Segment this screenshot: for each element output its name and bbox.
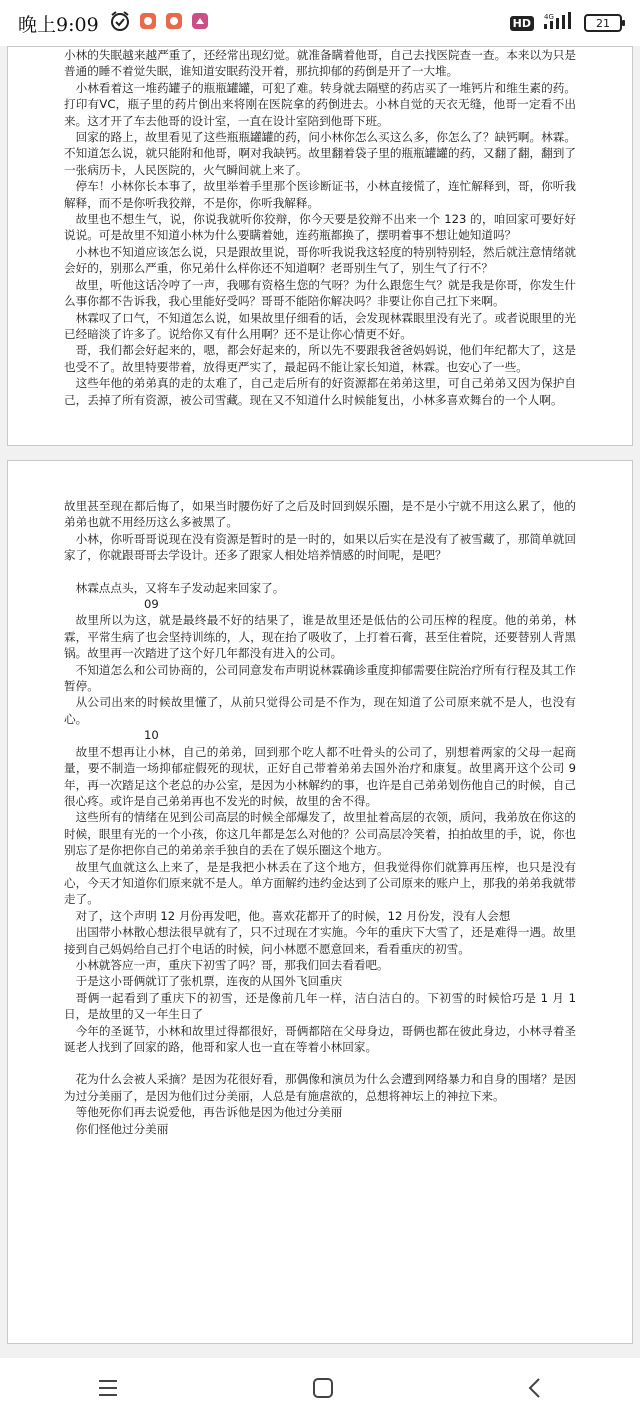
paragraph: 故里也不想生气，说，你说我就听你狡辩，你今天要是狡辩不出来一个 123 的，咱回家可要好好说说。可是故里不知道小林为什么要瞒着她，连药瓶都换了，摆明着事不想让她知道吗？ [64,212,576,243]
document-page-2 [7,460,633,1344]
menu-icon[interactable] [97,1378,119,1402]
home-icon[interactable] [312,1377,334,1403]
paragraph: 这些所有的情绪在见到公司高层的时候全部爆发了，故里扯着高层的衣领，质问，我弟放在你这的时候，眼里有光的一个小孩，你这几年都是怎么对他的？公司高层冷笑着，拍拍故里的手，说，你也别忘了是你把你自己的弟弟亲手独自的丢在了娱乐圈这个地方。 [64,810,576,858]
paragraph: 10 [144,728,159,743]
paragraph: 于是这小哥俩就订了张机票，连夜的从国外飞回重庆 [75,974,343,989]
paragraph: 故里气血就这么上来了，是是我把小林丢在了这个地方，但我觉得你们就算再压榨，也只是没有心，今天才知道你们原来就不是人。单方面解约违约金达到了公司原来的账户上，那我的弟弟我就带走了。 [64,859,576,907]
paragraph: 这些年他的弟弟真的走的太难了，自己走后所有的好资源都在弟弟这里，可自己弟弟又因为保护自己，丢掉了所有资源，被公司雪藏。现在又不知道什么时候能复出，小林多喜欢舞台的一个人啊。 [64,376,576,407]
paragraph: 对了，这个声明 12 月份再发吧，他。喜欢花都开了的时候，12 月份发，没有人会想 [75,908,511,923]
paragraph: 不知道怎么和公司协商的，公司同意发布声明说林霖确诊重度抑郁需要住院治疗所有行程及其工作暂停。 [64,662,576,694]
page1-text [64,47,576,408]
paragraph: 故里所以为这，就是最终最不好的结果了，谁是故里还是低估的公司压榨的程度。他的弟弟，林霖，平常生病了也会坚持训练的，人，现在抬了吸收了，上打着石膏，甚至住着院，还要替别人背黑锅。故里再一次踏进了这个好几年都没有进入的公司。 [64,613,576,661]
app-notification-icon [191,12,209,34]
paragraph: 林霖点点头，又将车子发动起来回家了。 [75,580,285,595]
signal-icon [542,12,576,34]
paragraph: 哥，我们都会好起来的，嗯，都会好起来的，所以先不要跟我爸爸妈妈说，他们年纪都大了，这是也受不了。故里特要带着，放得更严实了，最起码不能让家长知道，林霖。也安心了一些。 [64,343,576,374]
paragraph: 故里，听他这话冷哼了一声，我哪有资格生您的气呀？为什么跟您生气？就是我是你哥，你发生什么事你都不告诉我，我心里能好受吗？哥哥不能陪你解决吗？非要让你自己扛下来啊。 [64,277,576,309]
navigation-bar [0,1358,640,1422]
alarm-icon [109,10,131,36]
paragraph: 出国带小林散心想法很早就有了，只不过现在才实施。今年的重庆下大雪了，还是难得一遇。故里接到自己妈妈给自己打个电话的时候，问小林愿不愿意回来，看看重庆的初雪。 [64,925,576,956]
paragraph: 小林看着这一堆药罐子的瓶瓶罐罐，可犯了难。转身就去隔壁的药店买了一堆钙片和维生素的药。打印有VC，瓶子里的药片倒出来将刚在医院拿的药倒进去。小林自觉的天衣无缝，他哥一定看不出来。这才开了车去他哥的设计室，一直在设计室陪到他哥下班。 [64,80,576,128]
status-right [510,12,622,34]
paragraph [64,564,576,580]
paragraph: 回家的路上，故里看见了这些瓶瓶罐罐的药，问小林你怎么买这么多，你怎么了？缺钙啊。林霖。不知道怎么说，就只能附和他哥，啊对我缺钙。故里翻着袋子里的瓶瓶罐罐的药，又翻了翻，翻到了一张病历卡，人民医院的，火气瞬间就上来了。 [64,130,576,177]
paragraph: 停车！小林你长本事了，故里举着手里那个医诊断证书，小林直接慌了，连忙解释到，哥，你听我解释，而不是你听我狡辩，不是你，你听我解释。 [64,179,576,210]
back-icon[interactable] [527,1377,543,1403]
paragraph: 故里不想再让小林，自己的弟弟，回到那个吃人都不吐骨头的公司了，别想着两家的父母一起商量，要不制造一场抑郁症假死的现状，正好自己带着弟弟去国外治疗和康复。故里离开这个公司 9 年，再一次踏足这个老总的办公室，是因为小林解约的事，也许是自己弟弟划伤他自己的时候，自己很心疼。或许是自己弟弟再也不发光的时候，故里的舍不得。 [64,744,580,808]
paragraph: 花为什么会被人采摘？是因为花很好看，那偶像和演员为什么会遭到网络暴力和自身的围堵？是因为过分美丽了，是因为他们过分美丽，人总是有施虐欲的，总想将神坛上的神拉下来。 [64,1072,576,1103]
page2-text [64,498,580,1137]
paragraph [64,1055,576,1071]
paragraph: 从公司出来的时候故里懂了，从前只觉得公司是不作为，现在知道了公司原来就不是人，也没有心。 [64,695,576,726]
paragraph: 故里甚至现在都后悔了，如果当时腰伤好了之后及时回到娱乐圈，是不是小宁就不用这么累了，他的弟弟也就不用经历这么多被黑了。 [64,499,576,530]
paragraph: 小林就答应一声，重庆下初雪了吗？哥，那我们回去看看吧。 [75,957,389,972]
hd-badge: HD [510,16,534,31]
app-notification-icon [165,12,183,34]
paragraph: 小林，你听哥哥说现在没有资源是暂时的是一时的，如果以后实在是没有了被雪藏了，那简单就回家了，你就跟哥哥去学设计。还多了跟家人相处培养情感的时间呢，是吧？ [64,531,576,563]
paragraph: 你们怪他过分美丽 [75,1121,169,1136]
svg-text:4G: 4G [544,13,554,21]
battery-icon: 21 [584,14,622,32]
paragraph: 小林也不知道应该怎么说，只是跟故里说，哥你听我说我这轻度的特别特别轻，然后就注意情绪就会好的，别那么严重，你兄弟什么样你还不知道啊？老哥别生气了，别生气了行不？ [64,244,576,276]
status-bar [0,0,640,46]
paragraph: 今年的圣诞节，小林和故里过得都很好，哥俩都陪在父母身边，哥俩也都在彼此身边，小林寻着圣诞老人找到了回家的路，他哥和家人也一直在等着小林回家。 [64,1023,576,1054]
clock: 晚上9:09 [18,13,99,36]
document-page-1 [7,46,633,446]
paragraph: 等他死你们再去说爱他，再告诉他是因为他过分美丽 [75,1105,343,1120]
paragraph: 哥俩一起看到了重庆下的初雪，还是像前几年一样，洁白洁白的。下初雪的时候恰巧是 1 月 1 日，是故里的又一年生日了 [64,990,580,1022]
paragraph: 小林的失眠越来越严重了，还经常出现幻觉。就准备瞒着他哥，自己去找医院查一查。本来以为只是普通的睡不着觉失眠，谁知道安眠药没开着，那抗抑郁的药倒是开了一大堆。 [64,48,576,79]
paragraph: 09 [144,597,159,612]
app-notification-icon [139,12,157,34]
paragraph: 林霖叹了口气，不知道怎么说，如果故里仔细看的话，会发现林霖眼里没有光了。或者说眼里的光已经暗淡了许多了。说给你又有什么用啊？还不是让你心情更不好。 [64,310,576,341]
